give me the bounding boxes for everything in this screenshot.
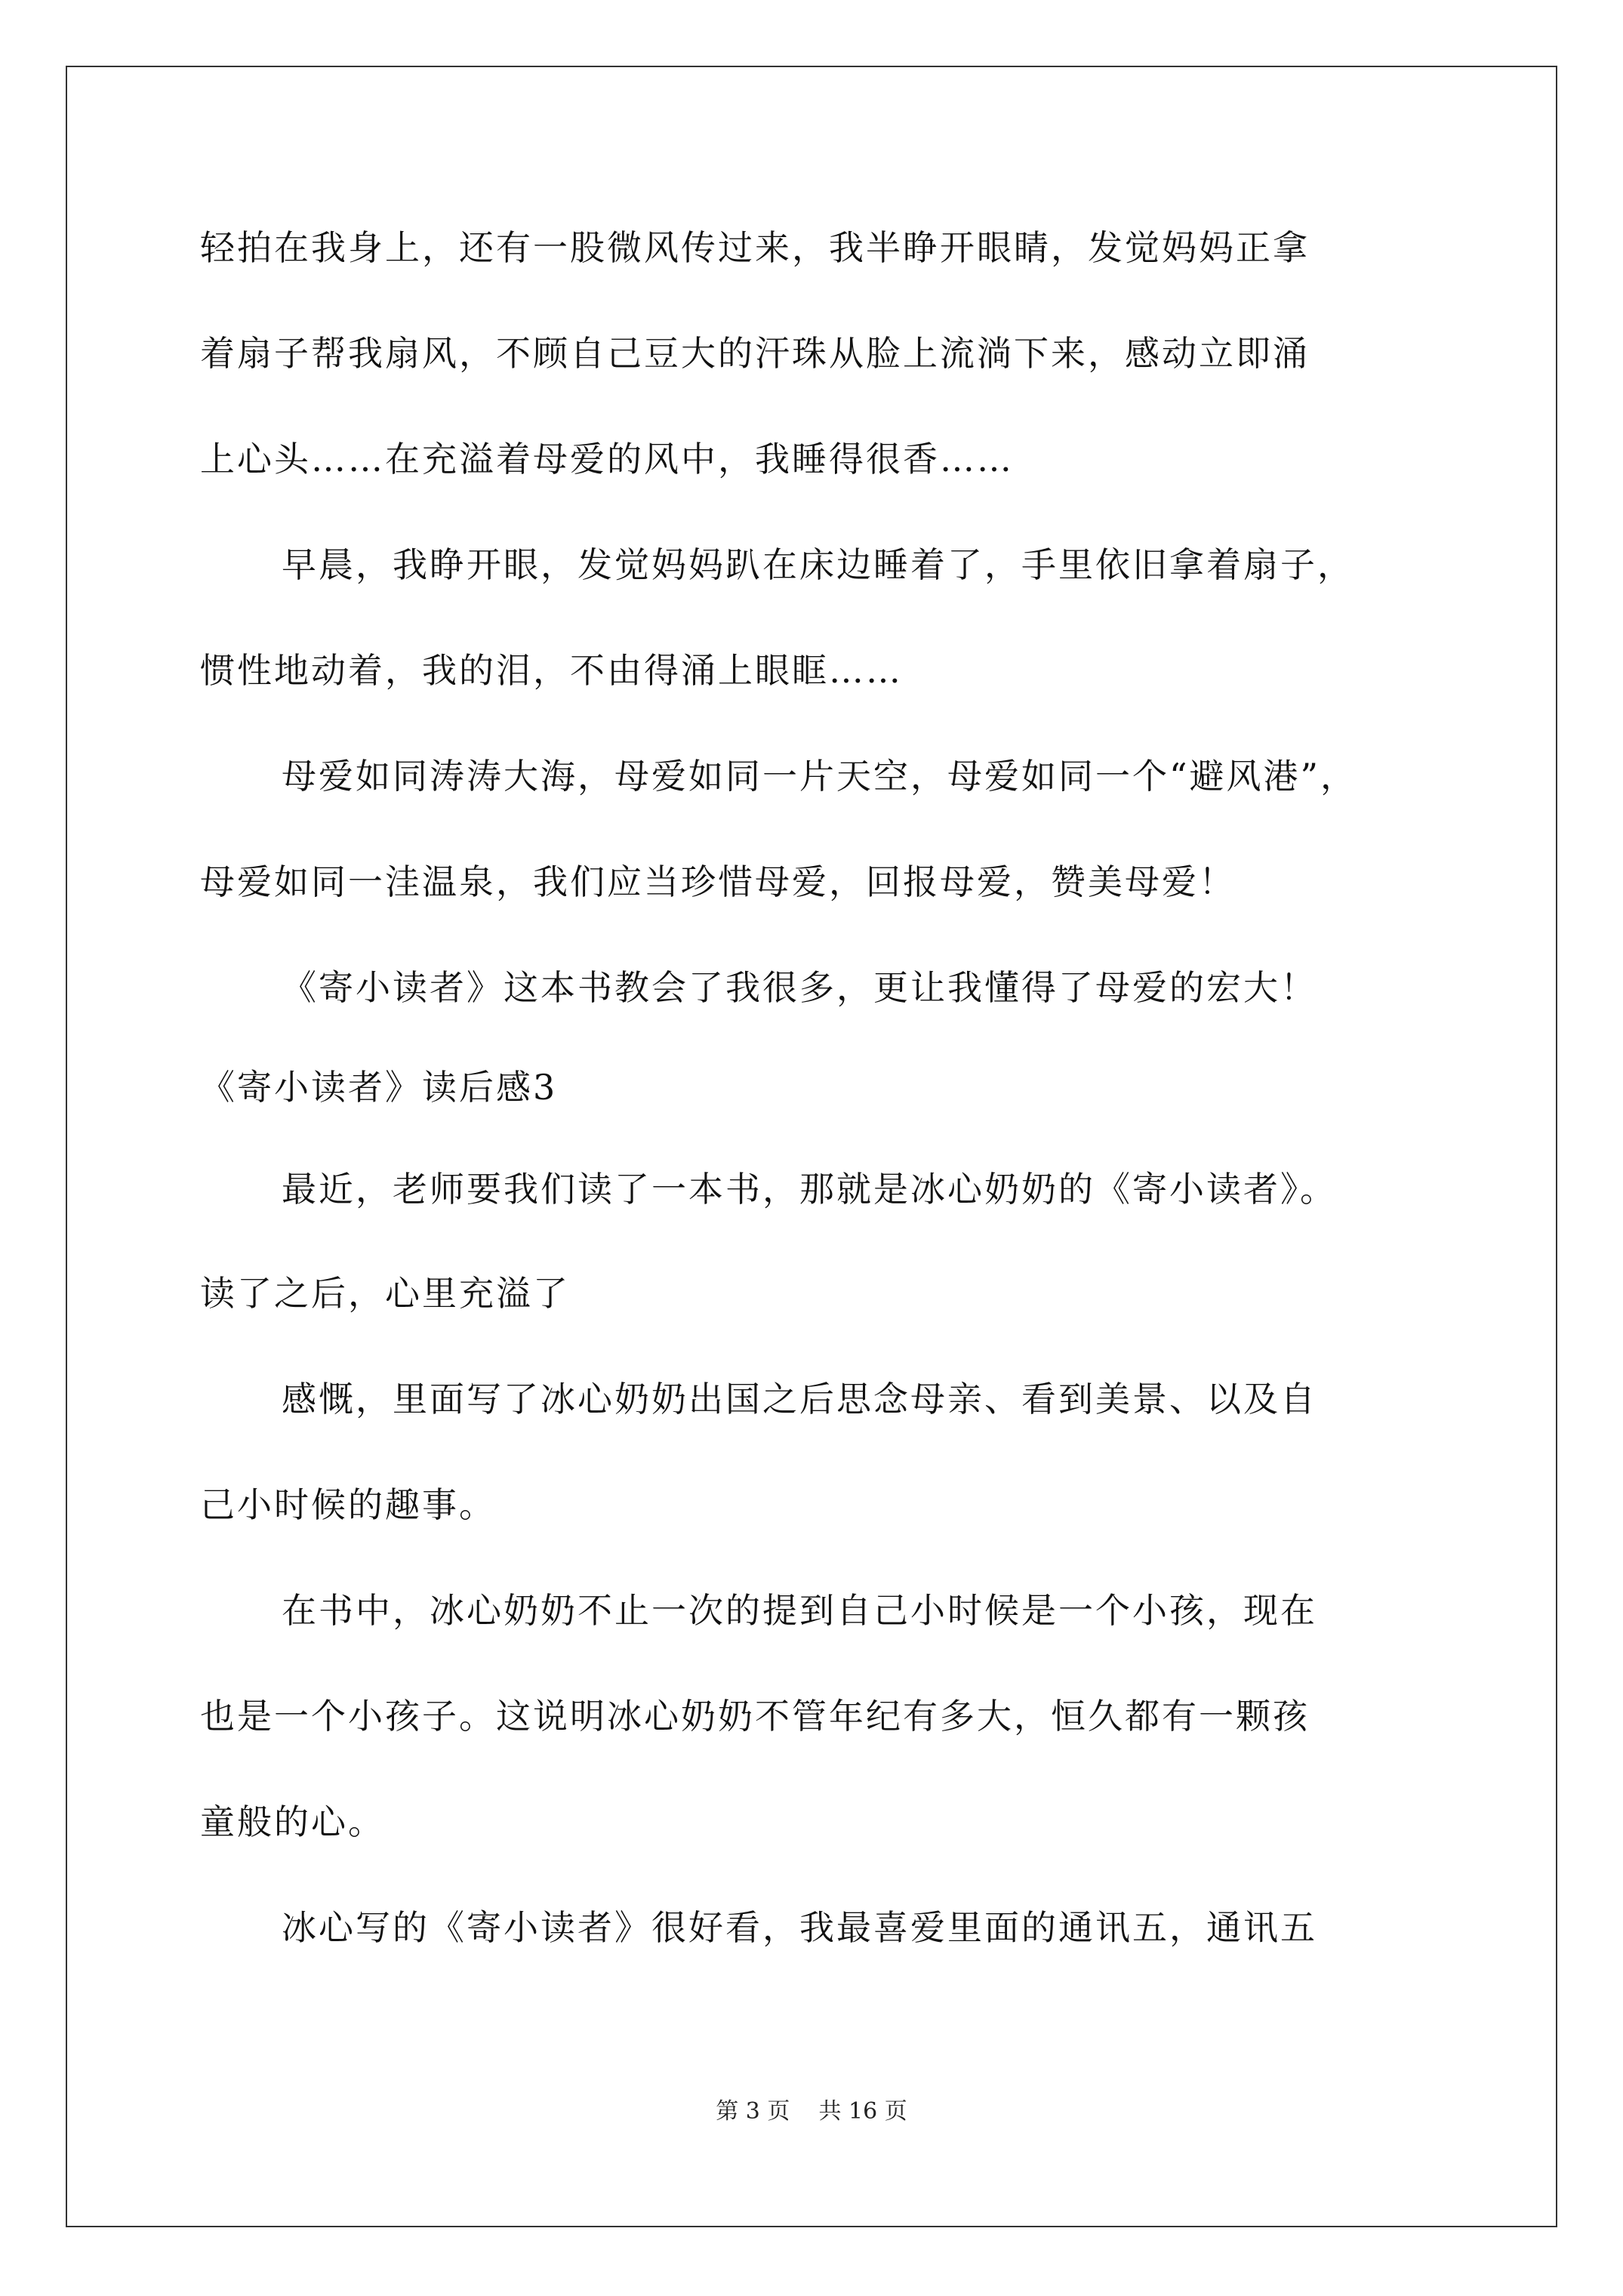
body-line-4: 早晨，我睁开眼，发觉妈妈趴在床边睡着了，手里依旧拿着扇子， [282, 544, 1354, 585]
body-line-11: 读了之后，心里充溢了 [200, 1273, 570, 1314]
section-heading: 《寄小读者》读后感3 [200, 1067, 558, 1108]
body-line-5: 惯性地动着，我的泪，不由得涌上眼眶…… [200, 650, 903, 691]
body-line-8: 《寄小读者》这本书教会了我很多，更让我懂得了母爱的宏大！ [282, 967, 1317, 1008]
body-line-7: 母爱如同一洼温泉，我们应当珍惜母爱，回报母爱，赞美母爱！ [200, 861, 1236, 902]
body-line-12: 感慨，里面写了冰心奶奶出国之后思念母亲、看到美景、以及自 [282, 1379, 1317, 1419]
body-line-6: 母爱如同涛涛大海，母爱如同一片天空，母爱如同一个“避风港”， [282, 756, 1358, 797]
body-line-13: 己小时候的趣事。 [200, 1484, 496, 1525]
body-line-17: 冰心写的《寄小读者》很好看，我最喜爱里面的通讯五，通讯五 [282, 1907, 1317, 1948]
body-line-14: 在书中，冰心奶奶不止一次的提到自己小时候是一个小孩，现在 [282, 1590, 1317, 1631]
body-line-16: 童般的心。 [200, 1801, 385, 1842]
page-border [66, 66, 1557, 2227]
page-number-footer: 第 3 页 共 16 页 [716, 2098, 907, 2125]
body-line-2: 着扇子帮我扇风，不顾自己豆大的汗珠从脸上流淌下来，感动立即涌 [200, 333, 1310, 374]
body-line-15: 也是一个小孩子。这说明冰心奶奶不管年纪有多大，恒久都有一颗孩 [200, 1696, 1310, 1737]
body-line-10: 最近，老师要我们读了一本书，那就是冰心奶奶的《寄小读者》。 [282, 1169, 1337, 1210]
body-line-1: 轻拍在我身上，还有一股微风传过来，我半睁开眼睛，发觉妈妈正拿 [200, 227, 1310, 268]
body-line-3: 上心头……在充溢着母爱的风中，我睡得很香…… [200, 439, 1014, 479]
